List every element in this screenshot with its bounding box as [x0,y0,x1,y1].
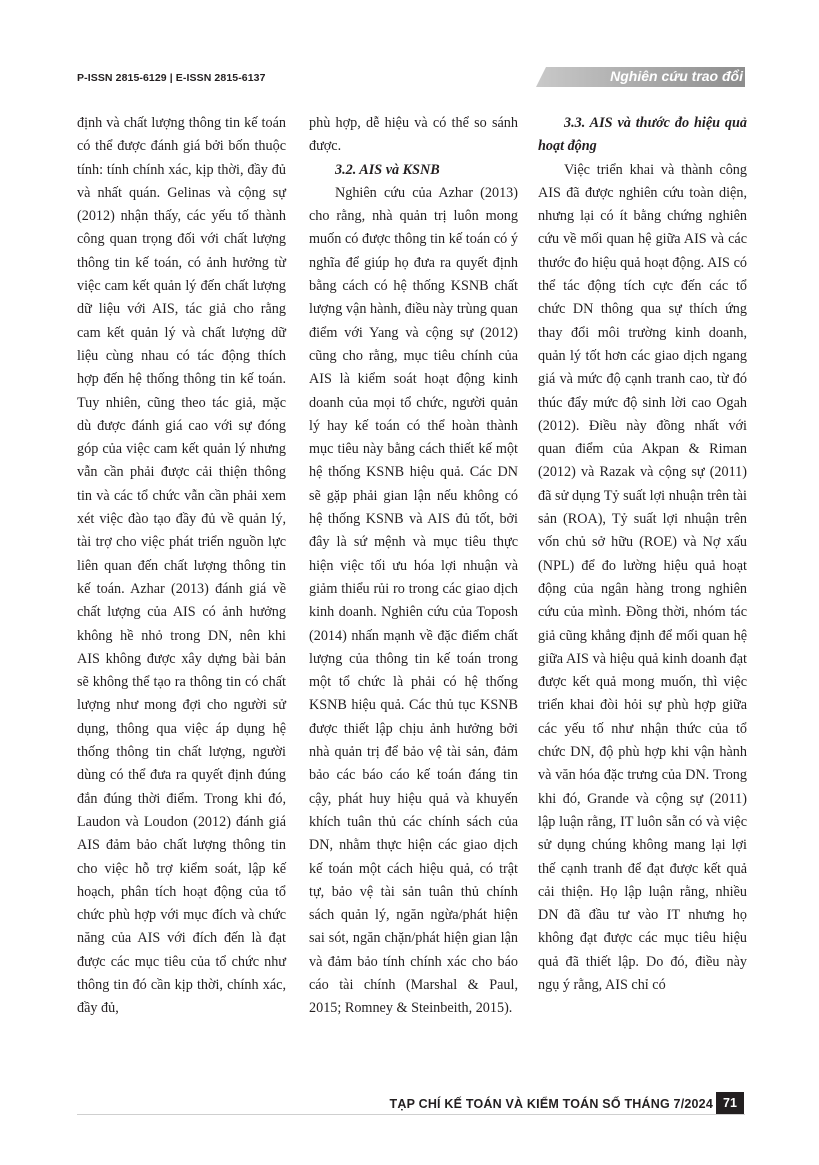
issn-line: P-ISSN 2815-6129 | E-ISSN 2815-6137 [77,72,266,84]
section-heading-3-2: 3.2. AIS và KSNB [335,161,440,178]
column-3 [538,112,747,997]
paragraph: Việc triển khai và thành công AIS đã được nghiên cứu toàn diện, nhưng lại có ít bằng chứng nghiên cứu về mối quan hệ giữa AIS và các thước đo hiệu quả hoạt động. AIS có thể tác động tích cực đến các tổ chức DN thông qua sự thích ứng thay đổi môi trường kinh doanh, quản lý tốt hơn các giao dịch ngang giá và mức độ cạnh tranh cao, từ đó thúc đẩy mức độ sinh lời cao Ogah (2012). Điều này đồng nhất với quan điểm của Akpan & Riman (2012) và Razak và cộng sự (2011) đã sử dụng Tỷ suất lợi nhuận trên tài sản (ROA), Tỷ suất lợi nhuận trên vốn chủ sở hữu (ROE) và Nợ xấu (NPL) để đo lường hiệu quả hoạt động của ngân hàng trong nghiên cứu của mình. Đồng thời, nhóm tác giả cũng khẳng định để mối quan hệ giữa AIS và hiệu quả kinh doanh đạt được kết quả mong muốn, thì việc triển khai đòi hỏi sự phù hợp giữa các yếu tố như nhận thức của tổ chức DN, độ phù hợp khi vận hành và văn hóa đặc trưng của DN. Trong khi đó, Grande và cộng sự (2011) lập luận rằng, IT luôn sẵn có và việc sử dụng chúng không mang lại lợi thế cạnh tranh để đạt được kết quả cải thiện. Họ lập luận rằng, nhiều DN đã đầu tư vào IT nhưng họ không đạt được các mục tiêu hiệu quả đã thiết lập. Do đó, điều này ngụ ý rằng, AIS chỉ có [538,161,747,993]
paragraph: phù hợp, dễ hiệu và có thể so sánh được. [309,115,518,155]
paragraph: Nghiên cứu của Azhar (2013) cho rằng, nhà quản trị luôn mong muốn có được thông tin kế toán có ý nghĩa để giúp họ đưa ra quyết định bằng cách có hệ thống KSNB chất lượng vận hành, điều này trùng quan điểm với Yang và cộng sự (2012) cũng cho rằng, mục tiêu chính của AIS là kiểm soát hoạt động kinh doanh của mọi tổ chức, người quản lý hay kế toán có thể hoàn thành mục tiêu này bằng cách thiết kế một hệ thống KSNB hiệu quả. Các DN sẽ gặp phải gian lận nếu không có hệ thống KSNB và AIS đủ tốt, bởi đây là sứ mệnh và mục tiêu thực hiện việc tối ưu hóa lợi nhuận và giảm thiểu rủi ro trong các giao dịch kinh doanh. Nghiên cứu của Toposh (2014) nhấn mạnh về đặc điểm chất lượng của thông tin kế toán trong một tổ chức là phải có hệ thống KSNB hiệu quả. Các thủ tục KSNB được thiết lập chịu ảnh hưởng bởi nhà quản trị để bảo vệ tài sản, đảm bảo các báo cáo kế toán đáng tin cậy, phát huy hiệu quả và khuyến khích tuân thủ các chính sách của DN, nhằm thực hiện các giao dịch kế toán một cách hiệu quả, có trật tự, bảo vệ tài sản tuân thủ chính sách quản lý, ngăn ngừa/phát hiện sai sót, ngăn chặn/phát hiện gian lận và đảm bảo tính chính xác cho báo cáo tài chính (Marshal & Paul, 2015; Romney & Steinbeith, 2015). [309,184,518,1017]
paragraph: định và chất lượng thông tin kế toán có thể được đánh giá bởi bốn thuộc tính: tính chính xác, kịp thời, đầy đủ và nhất quán. Gelinas và cộng sự (2012) nhận thấy, các yếu tố thành công quan trọng đối với chất lượng thông tin kế toán, có ảnh hưởng từ việc cam kết quản lý đến chất lượng dữ liệu với AIS, tác giả cho rằng cam kết quản lý và chất lượng dữ liệu cùng nhau có tác động thích hợp đến hệ thống thông tin kế toán. Tuy nhiên, cũng theo tác giả, mặc dù được đánh giá cao với sự đóng góp của việc cam kết quản lý nhưng vẫn cần phải được cải thiện thông tin và các tổ chức vẫn cần phải xem xét việc đào tạo đầy đủ về quản lý, tài trợ cho việc phát triển nguồn lực liên quan đến chất lượng thông tin kế toán. Azhar (2013) đánh giá về chất lượng của AIS có ảnh hưởng không hề nhỏ trong DN, nên khi AIS không được xây dựng bài bản sẽ không thể tạo ra thông tin có chất lượng như mong đợi cho người sử dụng, thông qua việc áp dụng hệ thống thông tin chất lượng, người dùng có thể đưa ra quyết định đúng đắn đúng thời điểm. Trong khi đó, Laudon và Loudon (2012) đánh giá AIS đảm bảo chất lượng thông tin cho việc hỗ trợ kiểm soát, lập kế hoạch, phân tích hoạt động của tổ chức phù hợp với mục đích và chức năng của AIS với đích đến là đạt được các mục tiêu của tổ chức như thông tin đó cần kịp thời, chính xác, đầy đủ, [77,115,286,1017]
section-heading-3-3: 3.3. AIS và thước đo hiệu quả hoạt động [538,115,747,155]
page-number: 71 [716,1092,744,1114]
journal-footer: TẠP CHÍ KẾ TOÁN VÀ KIỂM TOÁN SỐ THÁNG 7/2024 [389,1097,713,1111]
section-title: Nghiên cứu trao đổi [610,68,743,84]
footer-rule [77,1114,745,1115]
column-2 [309,112,518,1021]
column-1 [77,112,286,1021]
